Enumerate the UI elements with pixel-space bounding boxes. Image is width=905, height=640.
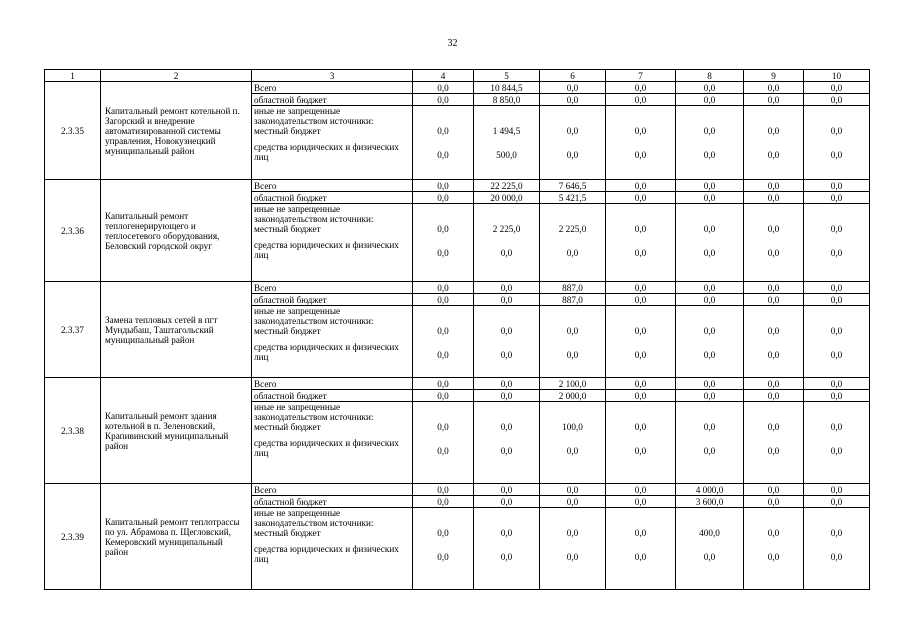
- value-local: 400,0: [699, 528, 720, 538]
- source-label-regional: областной бюджет: [252, 496, 413, 508]
- value-local: 0,0: [634, 224, 647, 234]
- value-local: 0,0: [830, 224, 843, 234]
- value-cell: 0,0: [413, 294, 474, 306]
- value-cell: 20 000,0: [474, 192, 540, 204]
- value-legal: 0,0: [566, 150, 579, 160]
- source-label-total: Всего: [252, 282, 413, 294]
- value-local: 0,0: [703, 326, 716, 336]
- value-cell: 0,0: [744, 282, 804, 294]
- value-cell: 22 225,0: [474, 180, 540, 192]
- source-label-total: Всего: [252, 378, 413, 390]
- value-cell-group: [676, 306, 744, 378]
- value-legal: 0,0: [767, 248, 780, 258]
- value-local: 0,0: [830, 326, 843, 336]
- table-row-total: [45, 180, 870, 192]
- value-legal: 0,0: [437, 446, 449, 456]
- value-legal: 0,0: [437, 552, 449, 562]
- value-local: 0,0: [830, 126, 843, 136]
- value-cell-group: [540, 306, 606, 378]
- value-cell: 0,0: [474, 282, 540, 294]
- value-legal: 0,0: [703, 446, 716, 456]
- value-cell-group: [540, 106, 606, 180]
- value-cell: 0,0: [413, 378, 474, 390]
- value-cell-group: [474, 306, 540, 378]
- column-header: 8: [676, 70, 744, 82]
- value-local: 2 225,0: [558, 224, 587, 234]
- value-cell: 0,0: [540, 496, 606, 508]
- budget-table: [44, 69, 870, 590]
- column-header: 7: [606, 70, 676, 82]
- value-cell-group: [540, 508, 606, 590]
- value-legal: 0,0: [830, 552, 843, 562]
- value-cell-group: [474, 106, 540, 180]
- value-legal: 0,0: [830, 150, 843, 160]
- value-local: 0,0: [703, 224, 716, 234]
- column-header: 1: [45, 70, 101, 82]
- source-label-total: Всего: [252, 82, 413, 94]
- value-cell-group: [474, 204, 540, 282]
- value-legal: 0,0: [500, 446, 513, 456]
- value-cell: 0,0: [606, 82, 676, 94]
- value-cell: 0,0: [676, 180, 744, 192]
- value-legal: 0,0: [703, 350, 716, 360]
- value-cell: 0,0: [744, 378, 804, 390]
- value-local: 0,0: [767, 224, 780, 234]
- value-cell-group: [804, 306, 870, 378]
- value-cell-group: [744, 106, 804, 180]
- value-cell-group: [744, 402, 804, 484]
- value-cell-group: [606, 402, 676, 484]
- item-code: 2.3.38: [45, 378, 101, 484]
- value-cell-group: [413, 204, 474, 282]
- value-cell: 0,0: [804, 180, 870, 192]
- value-cell: 0,0: [606, 192, 676, 204]
- page-number: 32: [447, 38, 458, 49]
- source-label-regional: областной бюджет: [252, 94, 413, 106]
- value-cell: 0,0: [606, 378, 676, 390]
- value-cell-group: [804, 402, 870, 484]
- value-legal: 0,0: [703, 552, 716, 562]
- value-cell: 0,0: [804, 378, 870, 390]
- source-label-legal: средства юридических и физических лиц: [254, 438, 399, 458]
- table-row-total: [45, 82, 870, 94]
- value-legal: 0,0: [437, 150, 449, 160]
- value-cell: 0,0: [804, 484, 870, 496]
- source-label-other: иные не запрещенные законодательством источники:: [254, 402, 374, 422]
- value-cell: 0,0: [804, 282, 870, 294]
- value-legal: 0,0: [437, 248, 449, 258]
- value-legal: 0,0: [500, 248, 513, 258]
- value-cell: 0,0: [676, 82, 744, 94]
- value-local: 0,0: [767, 126, 780, 136]
- value-cell: 0,0: [606, 282, 676, 294]
- table-row-total: [45, 484, 870, 496]
- value-legal: 0,0: [830, 446, 843, 456]
- value-local: 0,0: [767, 528, 780, 538]
- value-local: 0,0: [437, 224, 449, 234]
- value-cell-group: [413, 106, 474, 180]
- value-legal: 0,0: [703, 150, 716, 160]
- value-cell-group: [676, 402, 744, 484]
- value-cell: 0,0: [804, 94, 870, 106]
- source-label-regional: областной бюджет: [252, 390, 413, 402]
- value-cell: 0,0: [744, 390, 804, 402]
- value-cell: 0,0: [413, 282, 474, 294]
- value-cell: 0,0: [606, 496, 676, 508]
- value-local: 0,0: [566, 326, 579, 336]
- value-local: 0,0: [566, 126, 579, 136]
- value-cell: 0,0: [540, 82, 606, 94]
- value-cell: 0,0: [474, 294, 540, 306]
- value-local: 0,0: [437, 326, 449, 336]
- column-header: 2: [101, 70, 252, 82]
- value-local: 0,0: [634, 422, 647, 432]
- value-cell-group: [413, 402, 474, 484]
- value-cell: 0,0: [540, 94, 606, 106]
- value-cell: 0,0: [676, 294, 744, 306]
- value-legal: 0,0: [437, 350, 449, 360]
- value-cell: 0,0: [676, 390, 744, 402]
- value-local: 0,0: [830, 528, 843, 538]
- value-local: 0,0: [566, 528, 579, 538]
- value-cell: 0,0: [606, 94, 676, 106]
- value-legal: 0,0: [566, 350, 579, 360]
- value-cell: 0,0: [676, 282, 744, 294]
- value-cell: 0,0: [804, 496, 870, 508]
- item-name: Замена тепловых сетей в пгт Мундыбаш, Таштагольский муниципальный район: [101, 282, 252, 378]
- value-local: 0,0: [500, 422, 513, 432]
- value-cell: 0,0: [744, 94, 804, 106]
- value-local: 0,0: [767, 422, 780, 432]
- value-cell-group: [606, 508, 676, 590]
- value-cell-group: [606, 106, 676, 180]
- value-cell: 0,0: [413, 496, 474, 508]
- value-cell-group: [804, 106, 870, 180]
- source-label-total: Всего: [252, 484, 413, 496]
- value-legal: 0,0: [634, 552, 647, 562]
- value-cell-group: [744, 204, 804, 282]
- value-legal: 0,0: [566, 248, 579, 258]
- value-cell: 0,0: [804, 192, 870, 204]
- source-label-other: иные не запрещенные законодательством источники:: [254, 508, 374, 528]
- value-cell-group: [540, 204, 606, 282]
- value-cell: 5 421,5: [540, 192, 606, 204]
- value-legal: 0,0: [767, 446, 780, 456]
- value-cell: 3 600,0: [676, 496, 744, 508]
- value-cell: 887,0: [540, 294, 606, 306]
- value-cell: 2 000,0: [540, 390, 606, 402]
- value-cell-group: [676, 508, 744, 590]
- source-label-regional: областной бюджет: [252, 294, 413, 306]
- value-cell: 0,0: [413, 94, 474, 106]
- column-header: 10: [804, 70, 870, 82]
- value-cell: 0,0: [413, 390, 474, 402]
- value-local: 0,0: [437, 422, 449, 432]
- value-local: 100,0: [562, 422, 583, 432]
- value-cell: 0,0: [744, 294, 804, 306]
- value-local: 2 225,0: [492, 224, 521, 234]
- value-local: 0,0: [437, 528, 449, 538]
- value-cell-group: [474, 402, 540, 484]
- item-code: 2.3.35: [45, 82, 101, 180]
- item-code: 2.3.37: [45, 282, 101, 378]
- value-legal: 0,0: [634, 350, 647, 360]
- column-header: 9: [744, 70, 804, 82]
- value-cell: 0,0: [413, 82, 474, 94]
- value-legal: 0,0: [830, 350, 843, 360]
- value-local: 0,0: [703, 126, 716, 136]
- value-cell: 0,0: [744, 82, 804, 94]
- value-cell: 4 000,0: [676, 484, 744, 496]
- value-local: 0,0: [830, 422, 843, 432]
- value-cell-group: [606, 306, 676, 378]
- source-label-local: местный бюджет: [254, 422, 321, 432]
- value-cell: 0,0: [413, 192, 474, 204]
- source-label-legal: средства юридических и физических лиц: [254, 342, 399, 362]
- value-cell: 0,0: [606, 294, 676, 306]
- value-cell-group: [676, 204, 744, 282]
- value-local: 0,0: [437, 126, 449, 136]
- value-legal: 0,0: [830, 248, 843, 258]
- value-legal: 500,0: [496, 150, 517, 160]
- value-cell-group: [606, 204, 676, 282]
- value-cell: 0,0: [606, 484, 676, 496]
- value-cell: 0,0: [744, 192, 804, 204]
- source-label-legal: средства юридических и физических лиц: [254, 240, 399, 260]
- item-name: Капитальный ремонт котельной п. Загорский и внедрение автоматизированной системы управления, Новокузнецкий муниципальный район: [101, 82, 252, 180]
- value-cell-group: [540, 402, 606, 484]
- value-legal: 0,0: [767, 552, 780, 562]
- value-local: 0,0: [634, 126, 647, 136]
- item-name: Капитальный ремонт теплотрассы по ул. Абрамова п. Щегловский, Кемеровский муниципальный район: [101, 484, 252, 590]
- table-row-total: [45, 282, 870, 294]
- value-legal: 0,0: [566, 552, 579, 562]
- value-legal: 0,0: [634, 248, 647, 258]
- value-local: 1 494,5: [492, 126, 521, 136]
- item-code: 2.3.36: [45, 180, 101, 282]
- value-cell: 0,0: [744, 496, 804, 508]
- value-cell: 0,0: [676, 192, 744, 204]
- value-local: 0,0: [500, 326, 513, 336]
- source-label-local: местный бюджет: [254, 224, 321, 234]
- value-cell: 0,0: [413, 180, 474, 192]
- value-cell: 0,0: [540, 484, 606, 496]
- value-cell: 0,0: [606, 390, 676, 402]
- value-cell: 0,0: [474, 484, 540, 496]
- value-legal: 0,0: [767, 150, 780, 160]
- source-label-local: местный бюджет: [254, 326, 321, 336]
- value-cell: 0,0: [804, 390, 870, 402]
- value-cell: 7 646,5: [540, 180, 606, 192]
- value-cell: 10 844,5: [474, 82, 540, 94]
- value-cell-group: [413, 306, 474, 378]
- value-local: 0,0: [500, 528, 513, 538]
- column-header: 5: [474, 70, 540, 82]
- source-label-legal: средства юридических и физических лиц: [254, 142, 399, 162]
- source-label-other: иные не запрещенные законодательством источники:: [254, 306, 374, 326]
- value-cell: 0,0: [474, 390, 540, 402]
- value-legal: 0,0: [500, 552, 513, 562]
- source-label-local: местный бюджет: [254, 126, 321, 136]
- source-label-local: местный бюджет: [254, 528, 321, 538]
- value-cell: 0,0: [676, 94, 744, 106]
- value-cell: 0,0: [676, 378, 744, 390]
- value-cell: 0,0: [744, 180, 804, 192]
- value-cell: 0,0: [474, 378, 540, 390]
- item-name: Капитальный ремонт теплогенерирующего и теплосетевого оборудования, Беловский городской округ: [101, 180, 252, 282]
- value-cell-group: [744, 508, 804, 590]
- item-code: 2.3.39: [45, 484, 101, 590]
- column-number-header-row: [45, 70, 870, 82]
- value-local: 0,0: [634, 528, 647, 538]
- value-cell: 0,0: [474, 496, 540, 508]
- source-label-other: иные не запрещенные законодательством источники:: [254, 204, 374, 224]
- source-label-legal: средства юридических и физических лиц: [254, 544, 399, 564]
- value-cell-group: [804, 204, 870, 282]
- source-label-regional: областной бюджет: [252, 192, 413, 204]
- value-cell: 0,0: [606, 180, 676, 192]
- value-cell: 0,0: [413, 484, 474, 496]
- value-local: 0,0: [703, 422, 716, 432]
- value-cell-group: [744, 306, 804, 378]
- value-legal: 0,0: [500, 350, 513, 360]
- value-cell: 0,0: [804, 82, 870, 94]
- value-legal: 0,0: [634, 446, 647, 456]
- column-header: 4: [413, 70, 474, 82]
- source-label-other: иные не запрещенные законодательством источники:: [254, 106, 374, 126]
- source-label-total: Всего: [252, 180, 413, 192]
- column-header: 3: [252, 70, 413, 82]
- value-legal: 0,0: [703, 248, 716, 258]
- value-cell: 2 100,0: [540, 378, 606, 390]
- value-cell-group: [676, 106, 744, 180]
- value-legal: 0,0: [634, 150, 647, 160]
- value-cell: 8 850,0: [474, 94, 540, 106]
- table-row-total: [45, 378, 870, 390]
- column-header: 6: [540, 70, 606, 82]
- value-local: 0,0: [767, 326, 780, 336]
- value-cell-group: [474, 508, 540, 590]
- value-cell: 0,0: [744, 484, 804, 496]
- value-legal: 0,0: [767, 350, 780, 360]
- value-cell: 887,0: [540, 282, 606, 294]
- value-legal: 0,0: [566, 446, 579, 456]
- value-cell-group: [804, 508, 870, 590]
- item-name: Капитальный ремонт здания котельной в п. Зеленовский, Крапивинский муниципальный район: [101, 378, 252, 484]
- value-cell: 0,0: [804, 294, 870, 306]
- value-local: 0,0: [634, 326, 647, 336]
- value-cell-group: [413, 508, 474, 590]
